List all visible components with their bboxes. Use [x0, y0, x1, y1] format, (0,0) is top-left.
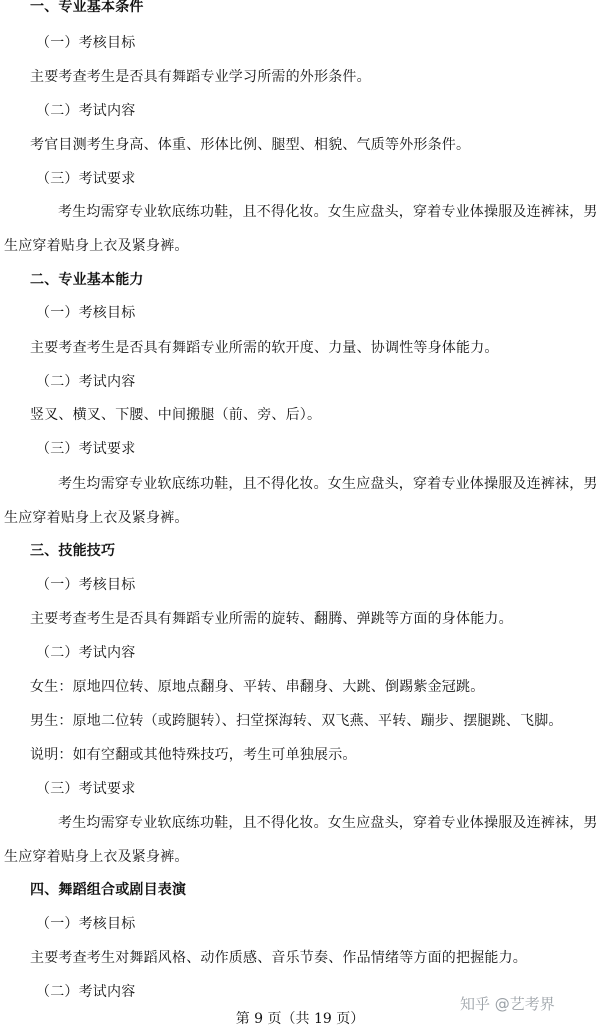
subsection-label: （一）考核目标: [36, 35, 136, 51]
paragraph-continuation: 生应穿着贴身上衣及紧身裤。: [4, 849, 189, 865]
subsection-label: （三）考试要求: [36, 781, 136, 797]
subsection-label: （二）考试内容: [36, 645, 136, 661]
paragraph: 主要考查考生是否具有舞蹈专业所需的软开度、力量、协调性等身体能力。: [30, 340, 499, 356]
paragraph: 考生均需穿专业软底练功鞋，且不得化妆。女生应盘头，穿着专业体操服及连裤袜，男: [58, 476, 598, 492]
subsection-label: （一）考核目标: [36, 916, 136, 932]
subsection-label: （一）考核目标: [36, 577, 136, 593]
paragraph-female: 女生：原地四位转、原地点翻身、平转、串翻身、大跳、倒踢紫金冠跳。: [30, 679, 485, 695]
paragraph-continuation: 生应穿着贴身上衣及紧身裤。: [4, 510, 189, 526]
paragraph: 考生均需穿专业软底练功鞋，且不得化妆。女生应盘头，穿着专业体操服及连裤袜，男: [58, 204, 598, 220]
paragraph: 竖叉、横叉、下腰、中间搬腿（前、旁、后）。: [30, 407, 322, 423]
paragraph-note: 说明：如有空翻或其他特殊技巧，考生可单独展示。: [30, 747, 357, 763]
section-heading: 三、技能技巧: [30, 543, 116, 559]
section-heading: 四、舞蹈组合或剧目表演: [30, 882, 187, 898]
paragraph-male: 男生：原地二位转（或跨腿转）、扫堂探海转、双飞燕、平转、蹦步、摆腿跳、飞脚。: [30, 713, 563, 729]
subsection-label: （三）考试要求: [36, 171, 136, 187]
subsection-label: （三）考试要求: [36, 441, 136, 457]
subsection-label: （二）考试内容: [36, 374, 136, 390]
paragraph: 考生均需穿专业软底练功鞋，且不得化妆。女生应盘头，穿着专业体操服及连裤袜，男: [58, 815, 598, 831]
paragraph: 主要考查考生是否具有舞蹈专业学习所需的外形条件。: [30, 69, 371, 85]
section-heading: 一、专业基本条件: [30, 0, 144, 15]
paragraph: 主要考查考生是否具有舞蹈专业所需的旋转、翻腾、弹跳等方面的身体能力。: [30, 611, 513, 627]
subsection-label: （二）考试内容: [36, 103, 136, 119]
section-heading: 二、专业基本能力: [30, 272, 144, 288]
subsection-label: （一）考核目标: [36, 305, 136, 321]
paragraph-continuation: 生应穿着贴身上衣及紧身裤。: [4, 238, 189, 254]
page-footer: 第 9 页（共 19 页）: [235, 1011, 365, 1027]
paragraph: 主要考查考生对舞蹈风格、动作质感、音乐节奏、作品情绪等方面的把握能力。: [30, 950, 527, 966]
subsection-label: （二）考试内容: [36, 984, 136, 1000]
paragraph: 考官目测考生身高、体重、形体比例、腿型、相貌、气质等外形条件。: [30, 137, 471, 153]
watermark-text: 知乎 @艺考界: [460, 995, 555, 1013]
